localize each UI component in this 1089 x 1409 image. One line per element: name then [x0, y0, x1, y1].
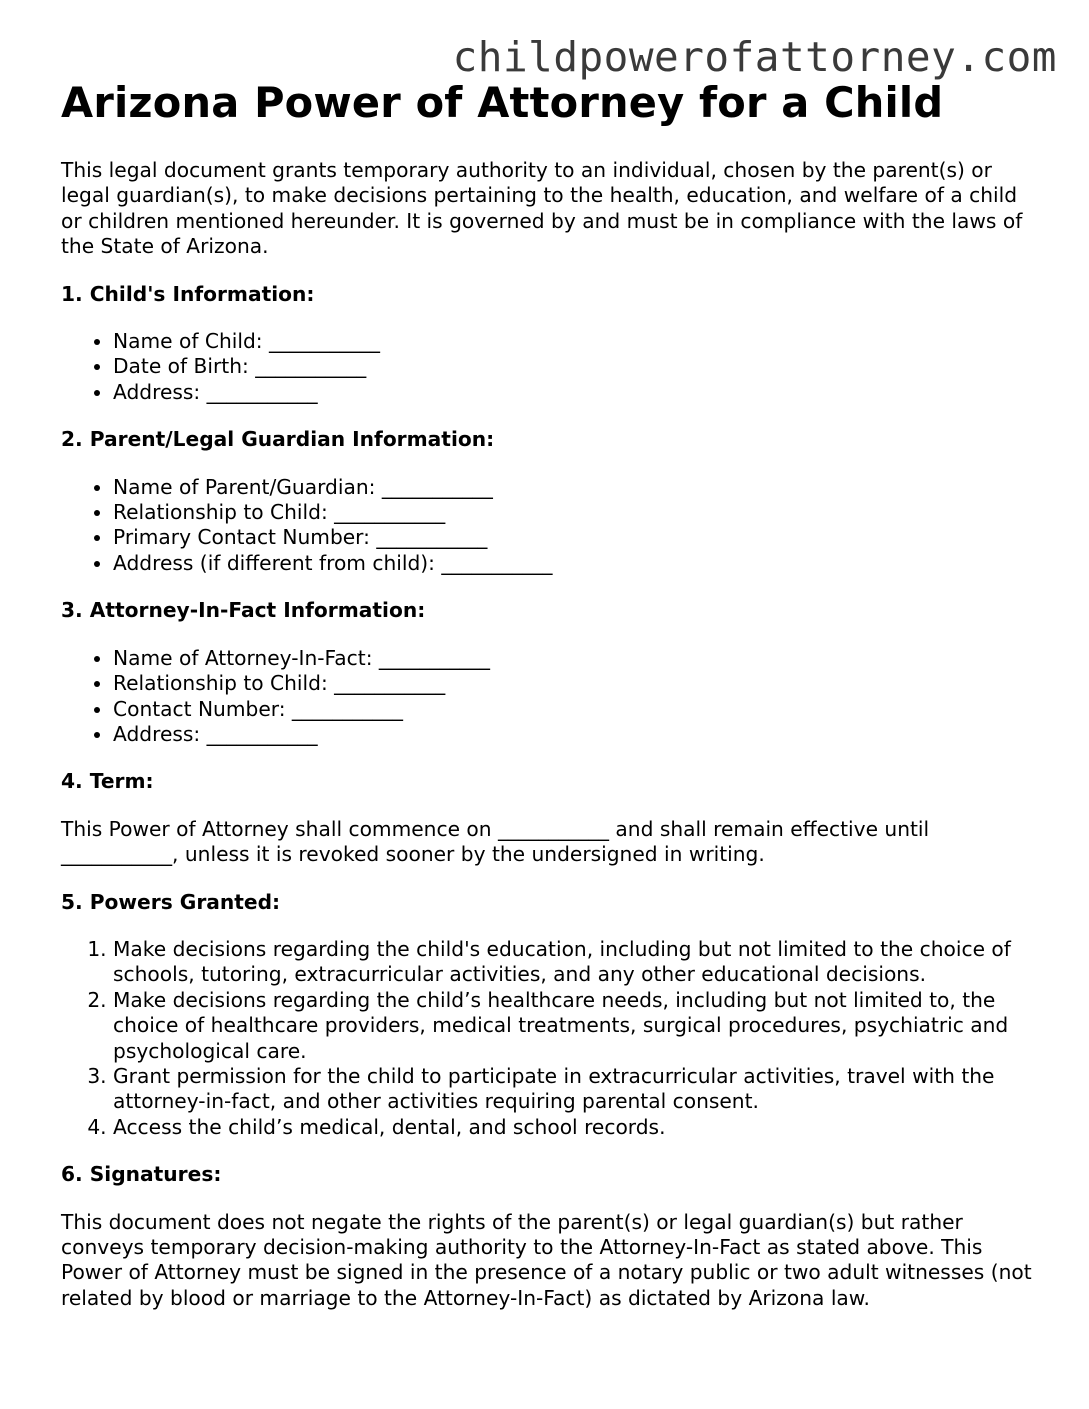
- signatures-paragraph: This document does not negate the rights of the parent(s) or legal guardian(s) but rather conveys temporary decision-making authority to the Attorney-In-Fact as stated above. This Power of Attorney must be signed in the presence of a notary public or two adult witnesses (not related by blood or marriage to the Attorney-In-Fact) as dictated by Arizona law.: [61, 1209, 1032, 1310]
- list-item: • Name of Attorney-In-Fact: ___________: [113, 646, 1041, 671]
- list-item: • Primary Contact Number: ___________: [113, 525, 1041, 550]
- list-item: • Relationship to Child: ___________: [113, 671, 1041, 696]
- attorney-info-list: [61, 646, 1041, 748]
- list-item: 4. Access the child’s medical, dental, and school records.: [113, 1115, 1041, 1140]
- list-item: • Relationship to Child: ___________: [113, 500, 1041, 525]
- section-heading-signatures: 6. Signatures:: [61, 1162, 222, 1187]
- section-heading-child: 1. Child's Information:: [61, 281, 315, 306]
- powers-list: [61, 937, 1041, 1140]
- list-item: • Address: ___________: [113, 722, 1041, 747]
- list-item: • Name of Parent/Guardian: ___________: [113, 475, 1041, 500]
- term-paragraph: This Power of Attorney shall commence on ___________ and shall remain effective until ___________, unless it is revoked sooner by the undersigned in writing.: [61, 816, 930, 867]
- list-item: • Address (if different from child): ___________: [113, 551, 1041, 576]
- list-item: • Contact Number: ___________: [113, 697, 1041, 722]
- list-item: 3. Grant permission for the child to participate in extracurricular activities, travel with the attorney-in-fact, and other activities requiring parental consent.: [113, 1064, 1041, 1115]
- list-item: 1. Make decisions regarding the child's education, including but not limited to the choice of schools, tutoring, extracurricular activities, and any other educational decisions.: [113, 937, 1041, 988]
- section-heading-attorney: 3. Attorney-In-Fact Information:: [61, 598, 426, 623]
- section-heading-term: 4. Term:: [61, 769, 154, 794]
- list-item: • Name of Child: ___________: [113, 329, 1041, 354]
- section-heading-parent: 2. Parent/Legal Guardian Information:: [61, 427, 495, 452]
- document-title: Arizona Power of Attorney for a Child: [61, 78, 944, 127]
- child-info-list: [61, 329, 1041, 405]
- parent-info-list: [61, 475, 1041, 577]
- list-item: • Date of Birth: ___________: [113, 354, 1041, 379]
- list-item: 2. Make decisions regarding the child’s healthcare needs, including but not limited to, the choice of healthcare providers, medical treatments, surgical procedures, psychiatric and psychological care.: [113, 988, 1041, 1064]
- section-heading-powers: 5. Powers Granted:: [61, 889, 281, 914]
- document-page: [61, 78, 1041, 1311]
- intro-paragraph: This legal document grants temporary authority to an individual, chosen by the parent(s) or legal guardian(s), to make decisions pertaining to the health, education, and welfare of a child or children mentioned hereunder. It is governed by and must be in compliance with the laws of the State of Arizona.: [61, 158, 1023, 259]
- site-watermark: childpowerofattorney.com: [452, 33, 1057, 81]
- list-item: • Address: ___________: [113, 380, 1041, 405]
